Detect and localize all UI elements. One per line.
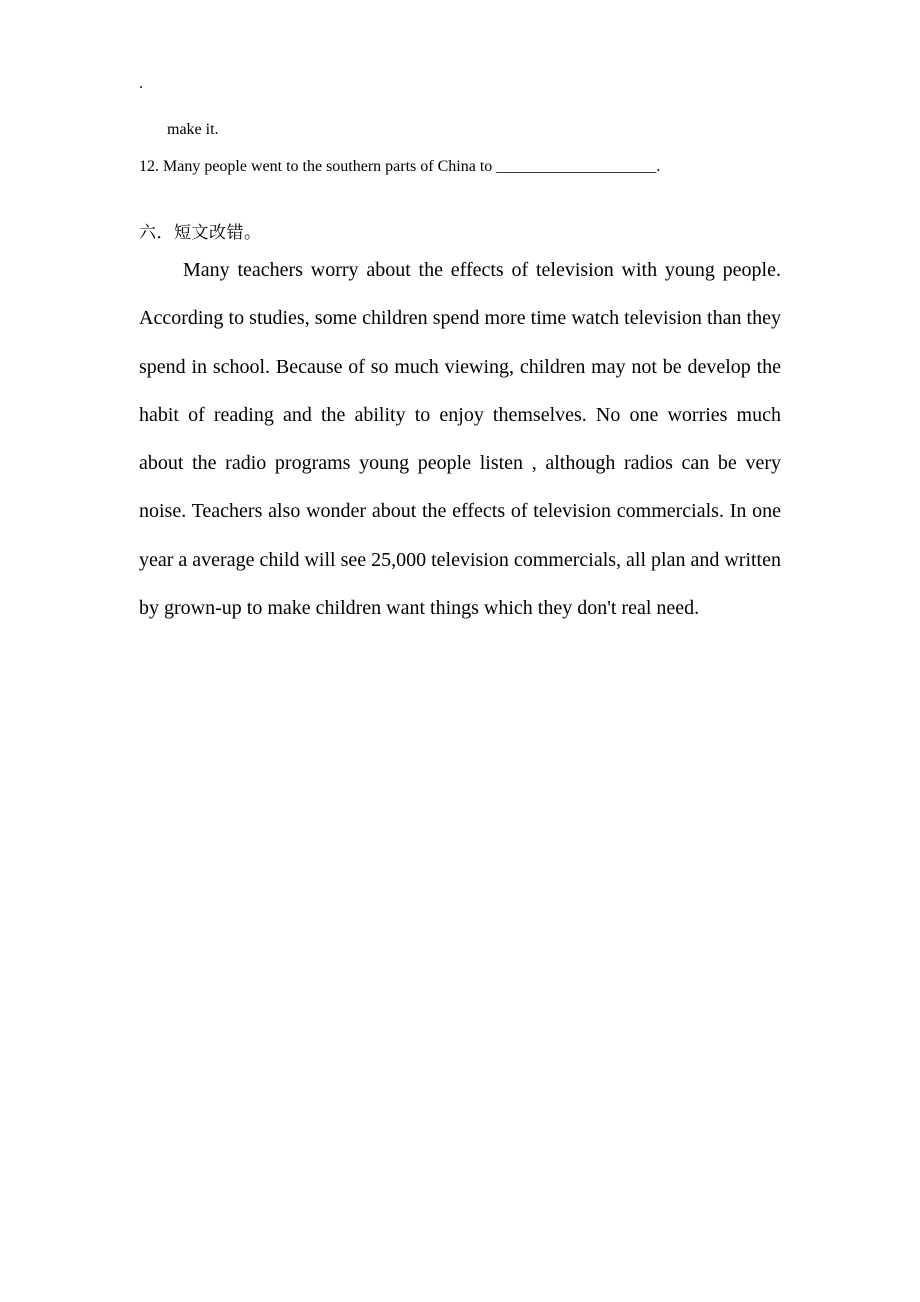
top-mark: . bbox=[139, 75, 143, 92]
section-heading: 六．短文改错。 bbox=[139, 223, 262, 243]
previous-question-tail: make it. bbox=[167, 121, 219, 138]
error-correction-passage: Many teachers worry about the effects of television with young people. According to studies, some children spend more time watch television than they spend in school. Because of so much viewing, children may not be develop the habit of reading and the ability to enjoy themselves. No one worries much about the radio programs young people listen , although radios can be very noise. Teachers also wonder about the effects of television commercials. In one year a average child will see 25,000 television commercials, all plan and written by grown-up to make children want things which they don't real need. bbox=[139, 259, 781, 620]
question-12: 12. Many people went to the southern parts of China to ____________________. bbox=[139, 158, 661, 175]
